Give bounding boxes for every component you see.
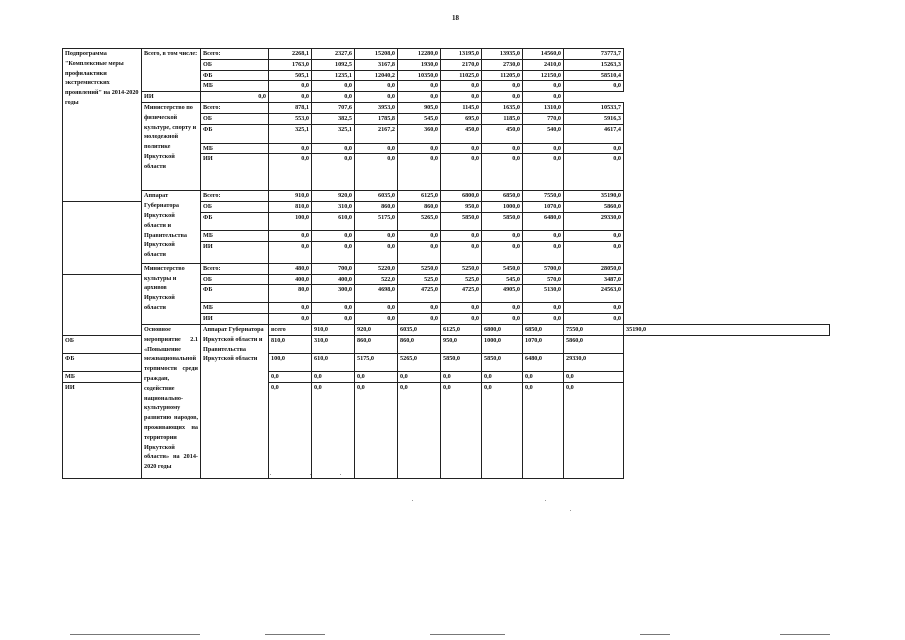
year-value-cell: 0,0	[482, 230, 523, 241]
year-value-cell: 4725,0	[398, 285, 441, 303]
total-value-cell: 4617,4	[564, 124, 624, 143]
year-value-cell: 2268,1	[269, 49, 312, 60]
year-value-cell: 570,0	[523, 274, 564, 285]
total-value-cell: 0,0	[564, 241, 624, 263]
year-value-cell: 0,0	[441, 92, 482, 103]
year-value-cell: 950,0	[441, 202, 482, 213]
total-value-cell: 0,0	[564, 314, 624, 325]
year-value-cell: 5250,0	[398, 263, 441, 274]
year-value-cell: 0,0	[523, 81, 564, 92]
year-value-cell: 0,0	[398, 81, 441, 92]
year-value-cell: 7550,0	[564, 324, 624, 335]
year-value-cell: 0,0	[441, 314, 482, 325]
total-value-cell: 29330,0	[564, 212, 624, 230]
funding-source-cell: Всего:	[201, 263, 269, 274]
year-value-cell: 13935,0	[482, 49, 523, 60]
year-value-cell: 6850,0	[523, 324, 564, 335]
year-value-cell: 325,1	[312, 124, 355, 143]
table-row	[63, 324, 830, 335]
year-value-cell: 6480,0	[523, 353, 564, 371]
scan-artifact-line	[780, 634, 830, 635]
year-value-cell: 0,0	[312, 92, 355, 103]
executor-cell: Всего, в том числе:	[142, 49, 201, 92]
year-value-cell: 707,6	[312, 102, 355, 113]
scan-artifact-dot	[412, 500, 413, 501]
funding-source-cell: МБ	[201, 143, 269, 154]
year-value-cell: 6800,0	[482, 324, 523, 335]
funding-source-cell: МБ	[201, 303, 269, 314]
year-value-cell: 810,0	[269, 335, 312, 353]
year-value-cell: 5220,0	[355, 263, 398, 274]
year-value-cell: 540,0	[523, 124, 564, 143]
year-value-cell: 525,0	[398, 274, 441, 285]
year-value-cell: 0,0	[269, 81, 312, 92]
year-value-cell: 6125,0	[398, 191, 441, 202]
year-value-cell: 4725,0	[441, 285, 482, 303]
year-value-cell: 1185,0	[482, 113, 523, 124]
funding-source-cell: Всего:	[201, 49, 269, 60]
total-value-cell: 5860,0	[564, 202, 624, 213]
funding-source-cell: ИИ	[201, 154, 269, 191]
budget-table	[62, 48, 830, 479]
year-value-cell: 0,0	[523, 314, 564, 325]
scan-artifact-dot	[270, 474, 271, 475]
year-value-cell: 0,0	[482, 143, 523, 154]
total-value-cell: 0,0	[564, 154, 624, 191]
year-value-cell: 0,0	[398, 371, 441, 382]
year-value-cell: 325,1	[269, 124, 312, 143]
year-value-cell: 5175,0	[355, 212, 398, 230]
scan-artifact-line	[430, 634, 505, 635]
year-value-cell: 0,0	[441, 241, 482, 263]
year-value-cell: 6125,0	[441, 324, 482, 335]
year-value-cell: 610,0	[312, 212, 355, 230]
year-value-cell: 0,0	[355, 382, 398, 478]
year-value-cell: 2167,2	[355, 124, 398, 143]
year-value-cell: 0,0	[398, 143, 441, 154]
funding-source-cell: ОБ	[201, 113, 269, 124]
year-value-cell: 610,0	[312, 353, 355, 371]
year-value-cell: 0,0	[398, 314, 441, 325]
year-value-cell: 450,0	[441, 124, 482, 143]
year-value-cell: 5250,0	[441, 263, 482, 274]
year-value-cell: 0,0	[312, 303, 355, 314]
year-value-cell: 382,5	[312, 113, 355, 124]
year-value-cell: 0,0	[398, 154, 441, 191]
year-value-cell: 6850,0	[482, 191, 523, 202]
year-value-cell: 0,0	[482, 314, 523, 325]
year-value-cell: 950,0	[441, 335, 482, 353]
year-value-cell: 310,0	[312, 335, 355, 353]
year-value-cell: 10350,0	[398, 70, 441, 81]
year-value-cell: 300,0	[312, 285, 355, 303]
year-value-cell: 11205,0	[482, 70, 523, 81]
scan-artifact-dot	[340, 474, 341, 475]
year-value-cell: 6800,0	[441, 191, 482, 202]
year-value-cell: 0,0	[269, 303, 312, 314]
year-value-cell: 0,0	[269, 314, 312, 325]
year-value-cell: 2170,0	[441, 59, 482, 70]
year-value-cell: 5450,0	[482, 263, 523, 274]
year-value-cell: 1145,0	[441, 102, 482, 113]
executor-cell: Министерство по физической культуре, спорту и молодежной политике Иркутской области	[142, 102, 201, 190]
year-value-cell: 5850,0	[441, 212, 482, 230]
scan-artifact-line	[70, 634, 200, 635]
year-value-cell: 0,0	[312, 314, 355, 325]
year-value-cell: 860,0	[355, 335, 398, 353]
scan-artifact-dot	[545, 500, 546, 501]
year-value-cell: 310,0	[312, 202, 355, 213]
year-value-cell: 5850,0	[482, 353, 523, 371]
table-row	[63, 191, 830, 202]
year-value-cell: 0,0	[482, 303, 523, 314]
year-value-cell: 0,0	[269, 382, 312, 478]
year-value-cell: 525,0	[441, 274, 482, 285]
total-value-cell: 35190,0	[624, 324, 830, 335]
funding-source-cell: ФБ	[201, 124, 269, 143]
year-value-cell: 553,0	[269, 113, 312, 124]
year-value-cell: 920,0	[355, 324, 398, 335]
total-value-cell: 15263,3	[564, 59, 624, 70]
year-value-cell: 0,0	[355, 241, 398, 263]
total-value-cell: 24563,0	[564, 285, 624, 303]
year-value-cell: 7550,0	[523, 191, 564, 202]
year-value-cell: 3953,0	[355, 102, 398, 113]
year-value-cell: 0,0	[482, 371, 523, 382]
year-value-cell: 0,0	[441, 371, 482, 382]
year-value-cell: 0,0	[355, 92, 398, 103]
funding-source-cell: ОБ	[201, 202, 269, 213]
year-value-cell: 920,0	[312, 191, 355, 202]
year-value-cell: 1092,5	[312, 59, 355, 70]
year-value-cell: 0,0	[523, 371, 564, 382]
year-value-cell: 13195,0	[441, 49, 482, 60]
scan-artifact-line	[640, 634, 670, 635]
year-value-cell: 1000,0	[482, 202, 523, 213]
funding-source-cell: ИИ	[201, 314, 269, 325]
year-value-cell: 0,0	[355, 143, 398, 154]
year-value-cell: 0,0	[482, 154, 523, 191]
total-value-cell: 29330,0	[564, 353, 624, 371]
scan-artifact-dot	[570, 510, 571, 511]
year-value-cell: 1070,0	[523, 202, 564, 213]
year-value-cell: 14560,0	[523, 49, 564, 60]
total-value-cell: 58510,4	[564, 70, 624, 81]
total-value-cell: 0,0	[564, 382, 624, 478]
funding-source-cell: ОБ	[201, 274, 269, 285]
year-value-cell: 12040,2	[355, 70, 398, 81]
year-value-cell: 545,0	[482, 274, 523, 285]
year-value-cell: 2327,6	[312, 49, 355, 60]
year-value-cell: 0,0	[398, 303, 441, 314]
table-row	[63, 92, 830, 103]
executor-cell: Аппарат Губернатора Иркутской области и Правительства Иркутской области	[201, 324, 269, 478]
year-value-cell: 0,0	[312, 154, 355, 191]
year-value-cell: 1310,0	[523, 102, 564, 113]
scan-artifact-line	[265, 634, 325, 635]
table-row	[63, 49, 830, 60]
year-value-cell: 0,0	[441, 230, 482, 241]
year-value-cell: 5265,0	[398, 353, 441, 371]
funding-source-cell: ИИ	[63, 382, 142, 478]
year-value-cell: 700,0	[312, 263, 355, 274]
year-value-cell: 480,0	[269, 263, 312, 274]
year-value-cell: 910,0	[312, 324, 355, 335]
year-value-cell: 6480,0	[523, 212, 564, 230]
funding-source-cell: ИИ	[142, 92, 201, 103]
total-value-cell: 0,0	[564, 303, 624, 314]
year-value-cell: 360,0	[398, 124, 441, 143]
total-value-cell: 0,0	[523, 92, 564, 103]
year-value-cell: 5850,0	[482, 212, 523, 230]
year-value-cell: 0,0	[269, 143, 312, 154]
year-value-cell: 860,0	[355, 202, 398, 213]
program-cell: Основное мероприятие 2.1 «Повышение межнациональной терпимости среди граждан, содействие национально-культурному развитию народов, проживающих на территории Иркутской области» на 2014-2020 годы	[142, 324, 201, 478]
year-value-cell: 905,0	[398, 102, 441, 113]
total-value-cell: 0,0	[564, 81, 624, 92]
year-value-cell: 695,0	[441, 113, 482, 124]
year-value-cell: 1070,0	[523, 335, 564, 353]
year-value-cell: 12280,0	[398, 49, 441, 60]
total-value-cell: 10533,7	[564, 102, 624, 113]
year-value-cell: 4698,0	[355, 285, 398, 303]
year-value-cell: 0,0	[269, 371, 312, 382]
total-value-cell: 0,0	[564, 230, 624, 241]
year-value-cell: 0,0	[441, 143, 482, 154]
year-value-cell: 0,0	[269, 230, 312, 241]
year-value-cell: 3167,8	[355, 59, 398, 70]
year-value-cell: 0,0	[269, 154, 312, 191]
funding-source-cell: Всего:	[201, 102, 269, 113]
year-value-cell: 545,0	[398, 113, 441, 124]
year-value-cell: 0,0	[523, 230, 564, 241]
year-value-cell: 0,0	[269, 241, 312, 263]
scan-artifact-dot	[310, 474, 311, 475]
year-value-cell: 860,0	[398, 335, 441, 353]
year-value-cell: 0,0	[355, 154, 398, 191]
year-value-cell: 860,0	[398, 202, 441, 213]
year-value-cell: 100,0	[269, 212, 312, 230]
year-value-cell: 4905,0	[482, 285, 523, 303]
year-value-cell: 0,0	[312, 143, 355, 154]
year-value-cell: 0,0	[441, 154, 482, 191]
year-value-cell: 5700,0	[523, 263, 564, 274]
year-value-cell: 0,0	[482, 241, 523, 263]
year-value-cell: 910,0	[269, 191, 312, 202]
table-row	[63, 102, 830, 113]
funding-source-cell: МБ	[201, 230, 269, 241]
year-value-cell: 0,0	[312, 371, 355, 382]
year-value-cell: 0,0	[355, 314, 398, 325]
funding-source-cell: всего	[269, 324, 312, 335]
year-value-cell: 100,0	[269, 353, 312, 371]
year-value-cell: 2730,0	[482, 59, 523, 70]
program-cell: Подпрограмма "Комплексные меры профилактики экстремистских проявлений" на 2014-2020 годы	[63, 49, 142, 202]
program-cell	[63, 274, 142, 335]
year-value-cell: 6035,0	[355, 191, 398, 202]
year-value-cell: 0,0	[441, 382, 482, 478]
year-value-cell: 0,0	[523, 241, 564, 263]
funding-source-cell: ФБ	[63, 353, 142, 371]
year-value-cell: 5175,0	[355, 353, 398, 371]
year-value-cell: 0,0	[355, 81, 398, 92]
year-value-cell: 0,0	[355, 303, 398, 314]
year-value-cell: 1763,0	[269, 59, 312, 70]
year-value-cell: 1235,1	[312, 70, 355, 81]
funding-source-cell: Всего:	[201, 191, 269, 202]
year-value-cell: 6035,0	[398, 324, 441, 335]
year-value-cell: 1930,0	[398, 59, 441, 70]
year-value-cell: 1000,0	[482, 335, 523, 353]
total-value-cell: 73773,7	[564, 49, 624, 60]
funding-source-cell: МБ	[201, 81, 269, 92]
year-value-cell: 0,0	[398, 92, 441, 103]
funding-source-cell: ОБ	[63, 335, 142, 353]
funding-source-cell: ФБ	[201, 70, 269, 81]
total-value-cell: 28050,0	[564, 263, 624, 274]
year-value-cell: 770,0	[523, 113, 564, 124]
funding-source-cell: ОБ	[201, 59, 269, 70]
total-value-cell: 0,0	[564, 371, 624, 382]
year-value-cell: 15208,0	[355, 49, 398, 60]
funding-source-cell: ИИ	[201, 241, 269, 263]
funding-source-cell: ФБ	[201, 212, 269, 230]
year-value-cell: 0,0	[523, 154, 564, 191]
year-value-cell: 80,0	[269, 285, 312, 303]
year-value-cell: 0,0	[398, 241, 441, 263]
year-value-cell: 0,0	[523, 382, 564, 478]
year-value-cell: 0,0	[398, 382, 441, 478]
year-value-cell: 0,0	[312, 382, 355, 478]
total-value-cell: 35190,0	[564, 191, 624, 202]
year-value-cell: 1635,0	[482, 102, 523, 113]
total-value-cell: 5860,0	[564, 335, 624, 353]
year-value-cell: 0,0	[441, 303, 482, 314]
executor-cell: Министерство культуры и архивов Иркутской области	[142, 263, 201, 324]
year-value-cell: 0,0	[482, 382, 523, 478]
year-value-cell: 450,0	[482, 124, 523, 143]
year-value-cell: 0,0	[398, 230, 441, 241]
program-cell	[63, 202, 142, 274]
year-value-cell: 1785,8	[355, 113, 398, 124]
funding-source-cell: МБ	[63, 371, 142, 382]
year-value-cell: 400,0	[312, 274, 355, 285]
year-value-cell: 0,0	[482, 81, 523, 92]
total-value-cell: 3487,0	[564, 274, 624, 285]
year-value-cell: 5130,0	[523, 285, 564, 303]
executor-cell: Аппарат Губернатора Иркутской области и Правительства Иркутской области	[142, 191, 201, 263]
year-value-cell: 0,0	[355, 371, 398, 382]
year-value-cell: 5850,0	[441, 353, 482, 371]
total-value-cell: 5916,3	[564, 113, 624, 124]
year-value-cell: 11025,0	[441, 70, 482, 81]
year-value-cell: 505,1	[269, 70, 312, 81]
year-value-cell: 810,0	[269, 202, 312, 213]
year-value-cell: 522,0	[355, 274, 398, 285]
funding-source-cell: ФБ	[201, 285, 269, 303]
year-value-cell: 0,0	[441, 81, 482, 92]
year-value-cell: 0,0	[523, 143, 564, 154]
year-value-cell: 0,0	[201, 92, 269, 103]
year-value-cell: 0,0	[269, 92, 312, 103]
page-number: 18	[452, 14, 459, 22]
year-value-cell: 0,0	[482, 92, 523, 103]
year-value-cell: 5265,0	[398, 212, 441, 230]
year-value-cell: 0,0	[355, 230, 398, 241]
year-value-cell: 878,1	[269, 102, 312, 113]
table-row	[63, 263, 830, 274]
total-value-cell: 0,0	[564, 143, 624, 154]
year-value-cell: 0,0	[312, 230, 355, 241]
year-value-cell: 400,0	[269, 274, 312, 285]
year-value-cell: 0,0	[523, 303, 564, 314]
year-value-cell: 0,0	[312, 241, 355, 263]
year-value-cell: 0,0	[312, 81, 355, 92]
year-value-cell: 2410,0	[523, 59, 564, 70]
year-value-cell: 12150,0	[523, 70, 564, 81]
